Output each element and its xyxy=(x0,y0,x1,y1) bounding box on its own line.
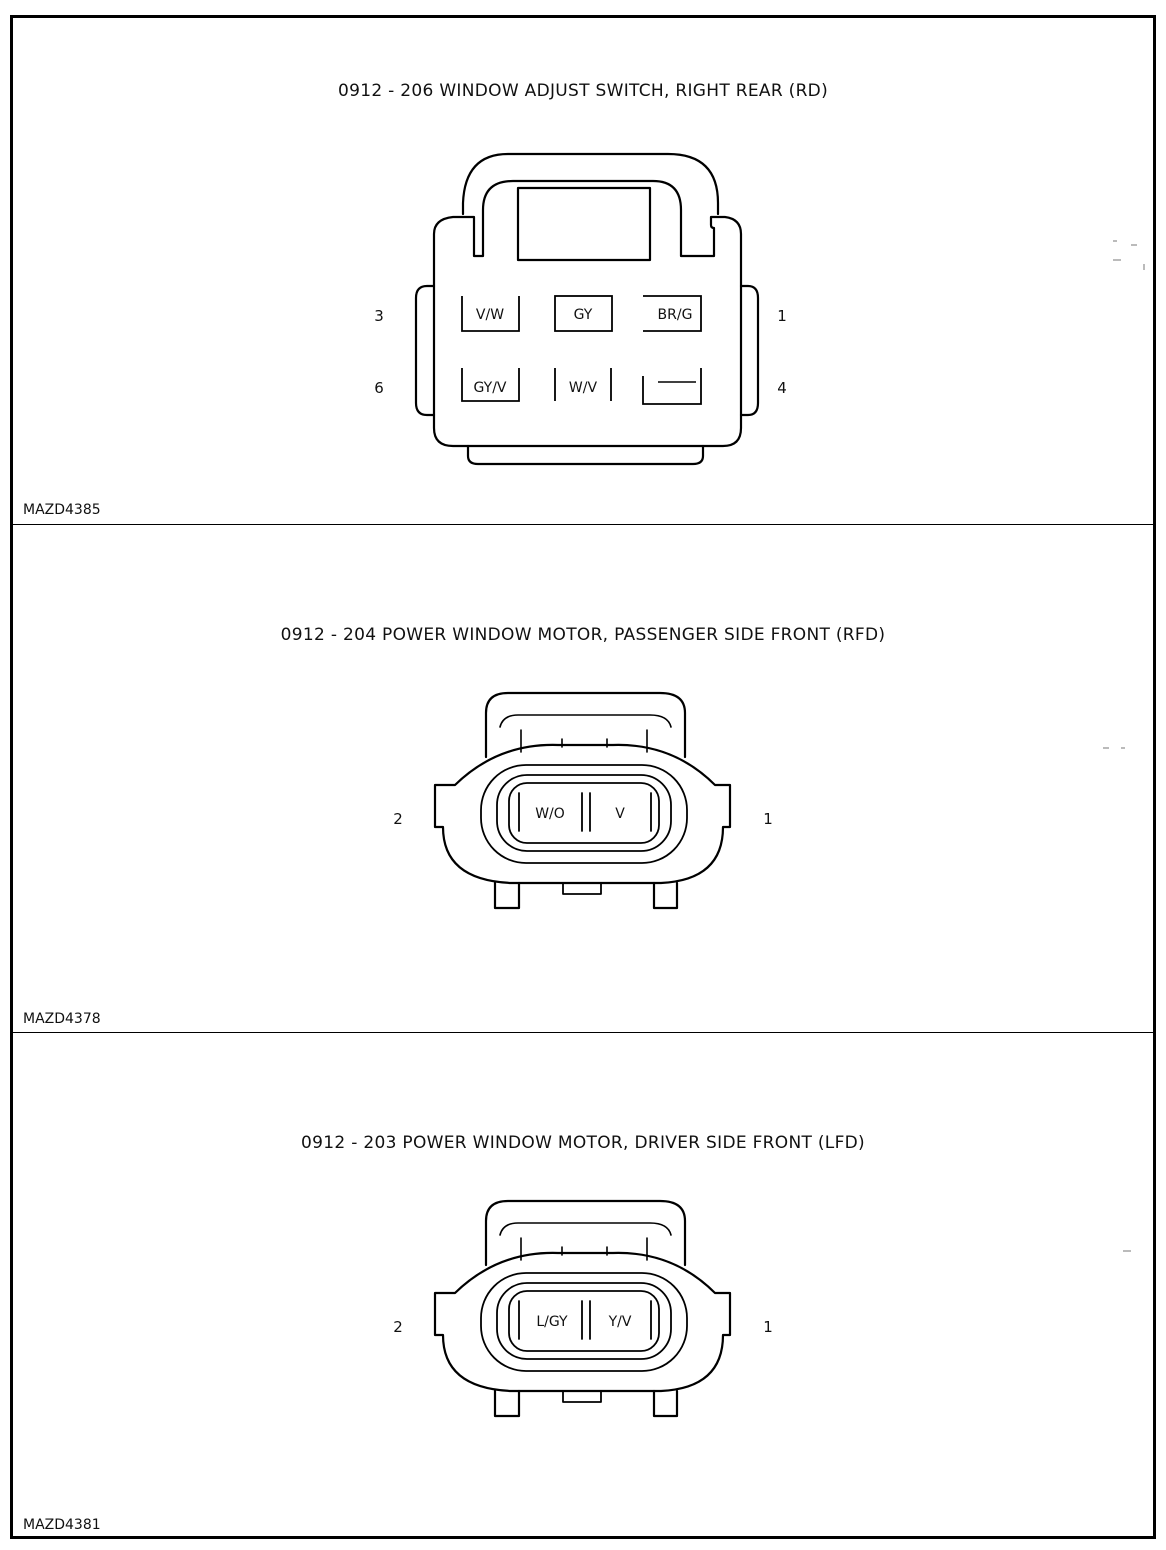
figure-id: MAZD4378 xyxy=(23,1011,101,1027)
wire-color-cavity-1: V xyxy=(615,806,625,822)
pin-number-3: 3 xyxy=(374,307,384,325)
pin-number-6: 6 xyxy=(374,379,384,397)
diagram-sheet xyxy=(10,15,1156,1539)
wire-color-cavity-2: GY xyxy=(573,307,593,323)
figure-id: MAZD4381 xyxy=(23,1517,101,1533)
wire-color-cavity-2: L/GY xyxy=(536,1314,568,1330)
pin-number-1: 1 xyxy=(763,1318,773,1336)
wire-color-cavity-1: BR/G xyxy=(657,307,693,323)
pin-number-1: 1 xyxy=(777,307,787,325)
connector-title: 0912 - 206 WINDOW ADJUST SWITCH, RIGHT REAR (RD) xyxy=(337,81,829,101)
connector-title: 0912 - 204 POWER WINDOW MOTOR, PASSENGER SIDE FRONT (RFD) xyxy=(280,625,886,645)
wire-color-cavity-5: W/V xyxy=(568,380,598,396)
wire-color-cavity-1: Y/V xyxy=(608,1314,632,1330)
pin-number-2: 2 xyxy=(393,810,403,828)
wire-color-cavity-2: W/O xyxy=(535,806,565,822)
pin-number-2: 2 xyxy=(393,1318,403,1336)
pin-number-1: 1 xyxy=(763,810,773,828)
wire-color-cavity-3: V/W xyxy=(475,307,505,323)
wire-color-cavity-6: GY/V xyxy=(473,380,507,396)
connector-title: 0912 - 203 POWER WINDOW MOTOR, DRIVER SIDE FRONT (LFD) xyxy=(301,1133,865,1153)
pin-number-4: 4 xyxy=(777,379,787,397)
figure-id: MAZD4385 xyxy=(23,502,101,518)
scan-artifacts xyxy=(13,18,1153,1539)
